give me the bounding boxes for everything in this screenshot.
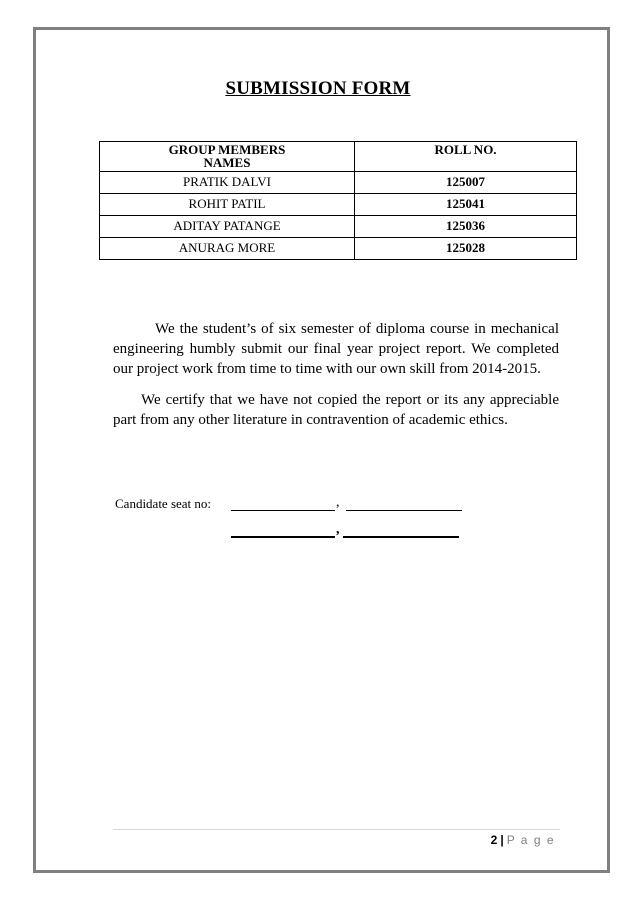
certification-paragraph (113, 390, 559, 430)
page-title: SUBMISSION FORM (225, 78, 411, 99)
seat-number-separator: , (336, 495, 340, 510)
certification-paragraph-text: We certify that we have not copied the report or its any appreciable part from any other literature in contravention of academic ethics. (113, 392, 559, 428)
member-roll: 125007 (355, 172, 577, 194)
table-row (100, 216, 577, 238)
table-header-row (100, 142, 577, 172)
member-roll: 125028 (355, 238, 577, 260)
member-name: ANURAG MORE (100, 238, 355, 260)
page-separator: | (500, 833, 504, 847)
header-name-line1: GROUP MEMBERS (168, 142, 286, 157)
member-roll: 125041 (355, 194, 577, 216)
seat-number-blank[interactable] (346, 510, 462, 511)
seat-number-blank[interactable] (231, 536, 335, 538)
header-roll-no: ROLL NO. (355, 142, 577, 172)
seat-number-label: Candidate seat no: (115, 496, 212, 511)
seat-number-separator: , (336, 522, 340, 537)
seat-number-blank[interactable] (343, 536, 459, 538)
member-roll: 125036 (355, 216, 577, 238)
table-row (100, 172, 577, 194)
page-footer (491, 833, 555, 847)
submission-paragraph (113, 319, 559, 379)
header-group-members-names (100, 142, 355, 172)
submission-paragraph-text: We the student’s of six semester of diploma course in mechanical engineering humbly submit our final year project report. We completed our project work from time to time with our own skill from 2014-2015. (113, 321, 559, 377)
header-name-line2: NAMES (203, 155, 251, 170)
member-name: PRATIK DALVI (100, 172, 355, 194)
members-table (99, 141, 577, 260)
page-word: P a g e (506, 833, 555, 847)
table-row (100, 194, 577, 216)
member-name: ADITAY PATANGE (100, 216, 355, 238)
seat-number-blank[interactable] (231, 510, 335, 511)
page-number: 2 (490, 833, 498, 847)
table-row (100, 238, 577, 260)
member-name: ROHIT PATIL (100, 194, 355, 216)
footer-divider (113, 829, 560, 830)
